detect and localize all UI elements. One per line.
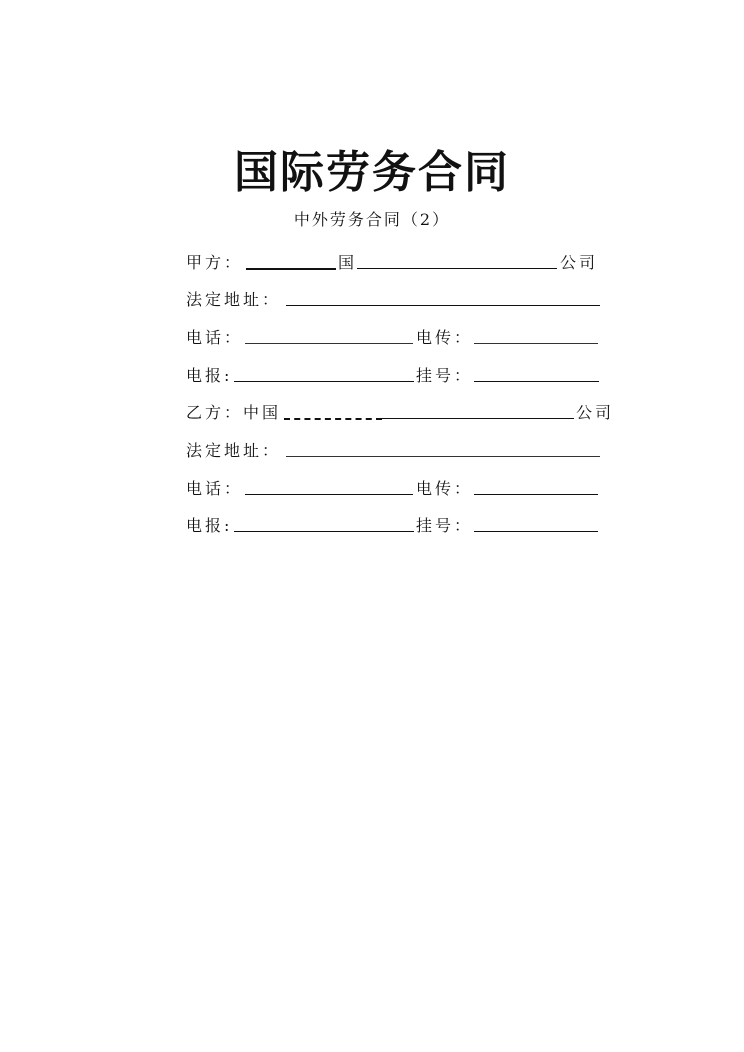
party-b-label: 乙方：中国 (186, 403, 282, 422)
party-b-fax-label: 电传： (416, 479, 474, 498)
party-b-name-row (0, 398, 744, 426)
party-b-phone-field[interactable] (245, 494, 413, 495)
party-b-telegram-label: 电报: (186, 516, 233, 535)
party-a-company-suffix: 公司 (560, 253, 599, 272)
party-b-fax-field[interactable] (474, 494, 598, 495)
party-b-company-field[interactable] (382, 418, 574, 419)
party-a-address-field[interactable] (286, 305, 600, 306)
party-a-phone-row (0, 323, 744, 351)
party-a-telegram-label: 电报: (186, 366, 233, 385)
party-b-phone-row (0, 474, 744, 502)
party-a-phone-label: 电话： (186, 328, 244, 347)
document-title: 国际劳务合同 (234, 147, 510, 198)
party-b-cable-field[interactable] (474, 531, 598, 532)
party-a-name-row (0, 248, 744, 276)
party-a-cable-label: 挂号： (416, 366, 474, 385)
party-b-cable-label: 挂号： (416, 516, 474, 535)
party-a-telegram-row (0, 361, 744, 389)
party-a-fax-field[interactable] (474, 343, 598, 344)
party-b-phone-label: 电话： (186, 479, 244, 498)
party-b-telegram-field[interactable] (234, 531, 414, 532)
party-a-label: 甲方： (186, 253, 244, 272)
document-subtitle: 中外劳务合同（2） (293, 210, 451, 229)
party-b-telegram-row (0, 511, 744, 539)
party-a-phone-field[interactable] (245, 343, 413, 344)
party-a-telegram-field[interactable] (234, 381, 414, 382)
party-a-fax-label: 电传： (416, 328, 474, 347)
party-b-company-suffix: 公司 (576, 403, 615, 422)
party-b-address-field[interactable] (286, 456, 600, 457)
party-b-address-label: 法定地址： (186, 441, 282, 460)
party-a-cable-field[interactable] (474, 381, 599, 382)
party-b-address-row (0, 436, 744, 464)
party-b-company-field-dashed[interactable] (284, 418, 382, 420)
party-a-company-field[interactable] (357, 268, 557, 269)
party-a-address-row (0, 285, 744, 313)
party-a-address-label: 法定地址： (186, 290, 282, 309)
party-a-country-suffix: 国 (338, 253, 358, 272)
party-a-country-field[interactable] (246, 268, 336, 270)
